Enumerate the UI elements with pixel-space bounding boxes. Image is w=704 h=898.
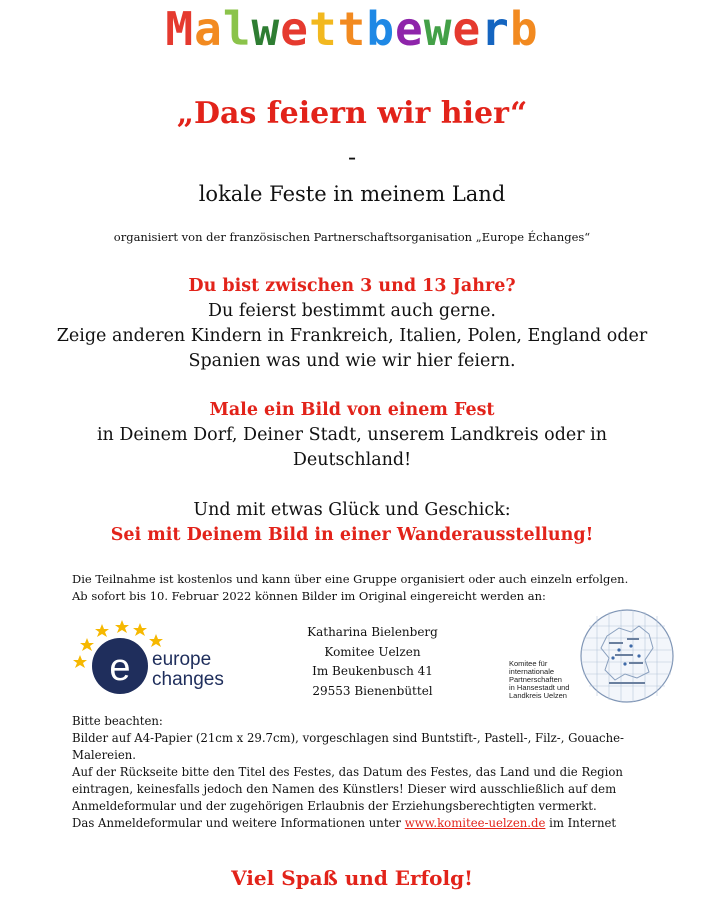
logo-word-europe: europe (152, 649, 212, 670)
section-age-line-3: Spanien was und wie wir hier feiern. (188, 351, 516, 371)
section-age (56, 274, 648, 374)
contact-org: Komitee Uelzen (324, 644, 421, 659)
section-age-line-1: Du feierst bestimmt auch gerne. (208, 301, 496, 321)
komitee-label (509, 660, 589, 700)
title-letter: b (366, 2, 396, 56)
title-letter: r (481, 2, 510, 56)
title-letter: e (280, 2, 309, 56)
notes-line-6: Anmeldeformular und der zugehörigen Erlaubnis der Erziehungsberechtigten vermerkt. (72, 799, 597, 813)
section-paint-line-2: Deutschland! (292, 450, 412, 470)
section-paint-line-1: in Deinem Dorf, Deiner Stadt, unserem Landkreis oder in (96, 425, 608, 445)
headline-dash: - (347, 143, 357, 171)
star-icon (133, 623, 147, 636)
komitee-map-logo (579, 608, 675, 704)
paint-heading: Male ein Bild von einem Fest (209, 400, 495, 420)
star-icon (73, 655, 87, 668)
europe-echanges-logo (72, 620, 237, 695)
title-letter: l (222, 2, 252, 56)
website-link[interactable]: www.komitee-uelzen.de (404, 816, 546, 830)
notes-line-3: Malereien. (72, 748, 136, 762)
notes-line-1: Bitte beachten: (72, 714, 163, 728)
closing-line: Viel Spaß und Erfolg! (231, 866, 473, 890)
svg-text:e: e (109, 647, 131, 689)
star-icon (115, 620, 129, 633)
section-exhibition-line-1: Und mit etwas Glück und Geschick: (193, 500, 511, 520)
section-age-line-2: Zeige anderen Kindern in Frankreich, Italien, Polen, England oder (56, 326, 648, 346)
title-letter: e (452, 2, 482, 56)
notes-line-4: Auf der Rückseite bitte den Titel des Festes, das Datum des Festes, das Land und die Region (72, 765, 623, 779)
main-headline: „Das feiern wir hier“ (176, 96, 528, 131)
contact-address (300, 623, 445, 701)
notes-line-7-after: im Internet (545, 816, 617, 830)
organizer-line: organisiert von der französischen Partnerschaftsorganisation „Europe Échanges“ (113, 230, 591, 244)
title-letter: a (194, 2, 223, 56)
komitee-line-4: in Hansestadt und (509, 683, 570, 692)
title-letter: w (251, 2, 281, 56)
age-question: Du bist zwischen 3 und 13 Jahre? (188, 276, 516, 296)
notes-line-7 (72, 815, 662, 832)
notes-line-7-before: Das Anmeldeformular und weitere Informationen unter (72, 816, 405, 830)
title-letter: t (308, 2, 338, 56)
komitee-line-5: Landkreis Uelzen (509, 691, 567, 700)
headline-subtitle: lokale Feste in meinem Land (198, 182, 506, 206)
title-letter: b (509, 2, 539, 56)
title-letter: M (165, 2, 195, 56)
notes-block (72, 713, 662, 832)
section-paint (60, 398, 644, 473)
info-line-2: Ab sofort bis 10. Februar 2022 können Bilder im Original eingereicht werden an: (72, 589, 546, 603)
participation-info (72, 571, 652, 605)
star-icon (95, 624, 109, 637)
section-exhibition (60, 498, 644, 548)
contact-street: Im Beukenbusch 41 (312, 664, 433, 678)
notes-line-5: eintragen, keinesfalls jedoch den Namen des Künstlers! Dieser wird ausschließlich auf dem (72, 782, 617, 796)
star-icon (149, 634, 163, 647)
title-letter: t (337, 2, 367, 56)
contact-city: 29553 Bienenbüttel (312, 683, 433, 698)
star-icon (80, 638, 94, 651)
malwettbewerb-title (0, 2, 704, 56)
logo-word-changes: changes (152, 669, 224, 690)
exhibition-callout: Sei mit Deinem Bild in einer Wanderausstellung! (110, 525, 594, 545)
title-letter: w (423, 2, 453, 56)
komitee-line-1: Komitee für (509, 659, 548, 668)
komitee-line-3: Partnerschaften (509, 675, 562, 684)
komitee-line-2: internationale (509, 667, 555, 676)
info-line-1: Die Teilnahme ist kostenlos und kann über eine Gruppe organisiert oder auch einzeln erfolgen. (72, 572, 629, 586)
notes-line-2: Bilder auf A4-Papier (21cm x 29.7cm), vorgeschlagen sind Buntstift-, Pastell-, Filz-, Gouache- (72, 731, 624, 745)
contact-name: Katharina Bielenberg (307, 625, 438, 639)
title-letter: e (395, 2, 424, 56)
